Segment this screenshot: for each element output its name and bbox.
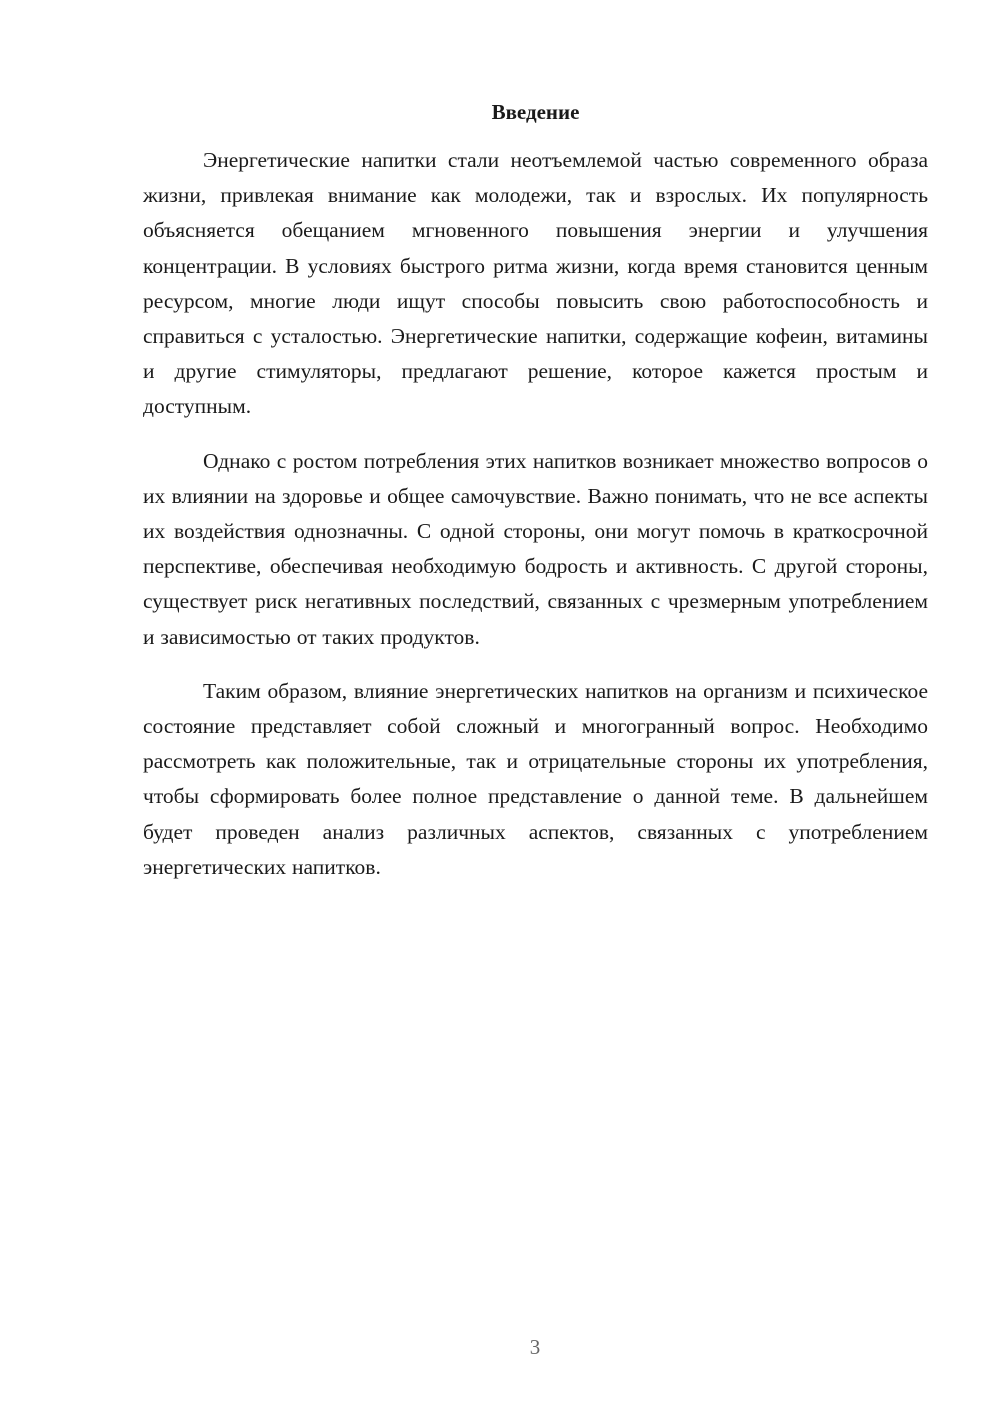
paragraph-2: Однако с ростом потребления этих напитков возникает множество вопросов о их влиянии на здоровье и общее самочувствие. Важно понимать, что не все аспекты их воздействия однозначны. С одной стороны, они могут помочь в краткосрочной перспективе, обеспечивая необходимую бодрость и активность. С другой стороны, существует риск негативных последствий, связанных с чрезмерным употреблением и зависимостью от таких продуктов. [143, 448, 928, 649]
paragraph-3: Таким образом, влияние энергетических напитков на организм и психическое состояние представляет собой сложный и многогранный вопрос. Необходимо рассмотреть как положительные, так и отрицательные стороны их употребления, чтобы сформировать более полное представление о данной теме. В дальнейшем будет проведен анализ различных аспектов, связанных с употреблением энергетических напитков. [143, 678, 928, 879]
page-number: 3 [529, 1335, 541, 1359]
section-heading: Введение [491, 100, 580, 124]
body-text [143, 143, 928, 904]
paragraph-1: Энергетические напитки стали неотъемлемой частью современного образа жизни, привлекая внимание как молодежи, так и взрослых. Их популярность объясняется обещанием мгновенного повышения энергии и улучшения концентрации. В условиях быстрого ритма жизни, когда время становится ценным ресурсом, многие люди ищут способы повысить свою работоспособность и справиться с усталостью. Энергетические напитки, содержащие кофеин, витамины и другие стимуляторы, предлагают решение, которое кажется простым и доступным. [143, 148, 928, 419]
